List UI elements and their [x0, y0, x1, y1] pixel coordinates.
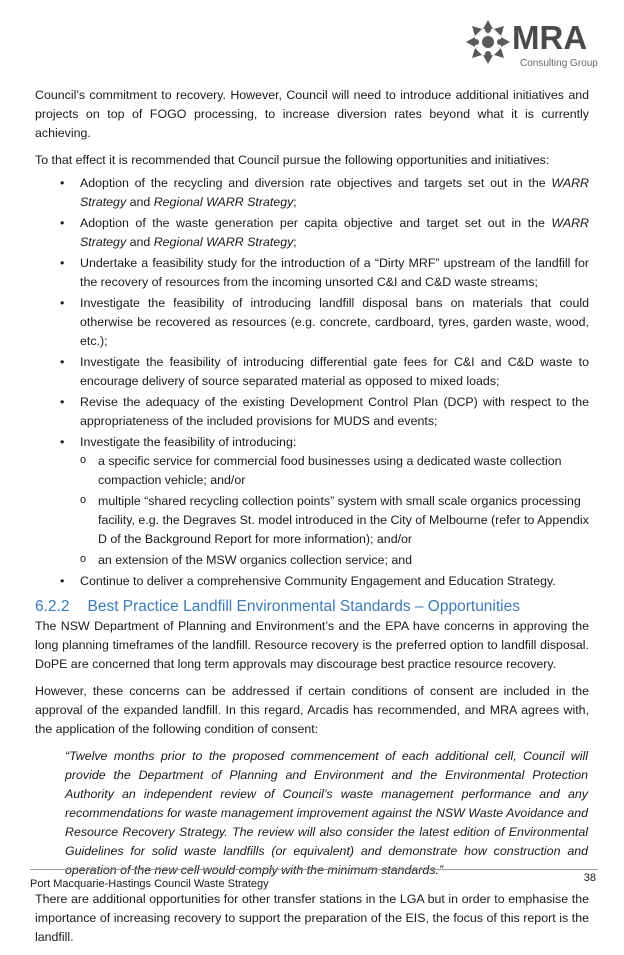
- list-item: • Investigate the feasibility of introducing landfill disposal bans on materials that could otherwise be recovered as resources (e.g. concrete, cardboard, tyres, garden waste, wood, etc.);: [35, 294, 589, 351]
- list-item-text: Investigate the feasibility of introducing:: [80, 435, 297, 449]
- page-body: [35, 86, 589, 955]
- list-item: [35, 174, 589, 212]
- section-title: Best Practice Landfill Environmental Standards – Opportunities: [87, 598, 520, 615]
- body-paragraph-2: However, these concerns can be addressed if certain conditions of consent are included in the approval of the expanded landfill. In this regard, Arcadis has recommended, and MRA agrees with, the application of the following condition of consent:: [35, 684, 589, 736]
- list-item-emphasis: Regional WARR Strategy: [153, 235, 294, 249]
- footer-title: Port Macquarie-Hastings Council Waste Strategy: [30, 878, 269, 890]
- list-item-text: Adoption of the recycling and diversion rate objectives and targets set out in the: [80, 176, 552, 190]
- list-item-text: Adoption of the waste generation per capita objective and target set out in the: [80, 216, 552, 230]
- mra-logo-subtitle: Consulting Group: [520, 58, 598, 69]
- body-paragraph-1: The NSW Department of Planning and Environment’s and the EPA have concerns in approving the long planning timeframes of the landfill. Resource recovery is the preferred option to landfill disposal. DoPE are concerned that long term approvals may discourage best practice resource recovery.: [35, 619, 589, 671]
- list-item: • Revise the adequacy of the existing Development Control Plan (DCP) with respect to the appropriateness of the included provisions for MUDS and events;: [35, 393, 589, 431]
- mra-logo-mark-icon: [462, 16, 514, 68]
- sub-list-item: o an extension of the MSW organics collection service; and: [80, 551, 589, 570]
- page-number: 38: [583, 872, 596, 884]
- condition-quote: “Twelve months prior to the proposed commencement of each additional cell, Council will provide the Department of Planning and Environment and the Environmental Protection Authority an independent review of Council’s waste management performance and any recommendations for waste management improvement against the NSW Waste Avoidance and Resource Recovery Strategy. The review will also consider the latest edition of Environmental Guidelines for solid waste landfills (or equivalent) and demonstrate how construction and operation of the new cell would comply with the minimum standards.”: [65, 749, 588, 877]
- sub-list: [80, 452, 589, 570]
- list-item-emphasis: WARR Strategy: [80, 176, 589, 209]
- mra-logo-text: MRA: [512, 19, 588, 56]
- intro-paragraph-2: To that effect it is recommended that Council pursue the following opportunities and initiatives:: [35, 153, 550, 167]
- list-item-text: ;: [293, 195, 297, 209]
- list-item: • Continue to deliver a comprehensive Community Engagement and Education Strategy.: [35, 572, 589, 591]
- mra-logo: [462, 14, 612, 74]
- section-number: 6.2.2: [35, 598, 70, 615]
- list-item: [35, 214, 589, 252]
- recommendations-list: [35, 174, 589, 591]
- closing-paragraph: There are additional opportunities for other transfer stations in the LGA but in order to emphasise the importance of increasing recovery to support the preparation of the EIS, the focus of this report is the landfill.: [35, 892, 589, 944]
- list-item: • Investigate the feasibility of introducing differential gate fees for C&I and C&D waste to encourage delivery of source separated material as opposed to mixed loads;: [35, 353, 589, 391]
- list-item-text: ;: [293, 235, 297, 249]
- sub-list-item: o multiple “shared recycling collection points” system with small scale organics processing facility, e.g. the Degraves St. model introduced in the City of Melbourne (refer to Appendix D of the Background Report for more information); and/or: [80, 492, 589, 549]
- list-item-text: and: [126, 195, 154, 209]
- section-heading: [35, 597, 589, 617]
- sub-list-item: o a specific service for commercial food businesses using a dedicated waste collection compaction vehicle; and/or: [80, 452, 589, 490]
- list-item-emphasis: WARR Strategy: [80, 216, 589, 249]
- page-footer: [30, 869, 598, 890]
- list-item-emphasis: Regional WARR Strategy: [153, 195, 294, 209]
- list-item: [35, 433, 589, 570]
- list-item: • Undertake a feasibility study for the introduction of a “Dirty MRF” upstream of the landfill for the recovery of resources from the incoming unsorted C&I and C&D waste streams;: [35, 254, 589, 292]
- list-item-text: and: [126, 235, 154, 249]
- intro-paragraph-1: Council’s commitment to recovery. However, Council will need to introduce additional initiatives and projects on top of FOGO processing, to increase diversion rates beyond what it is currently achieving.: [35, 88, 589, 140]
